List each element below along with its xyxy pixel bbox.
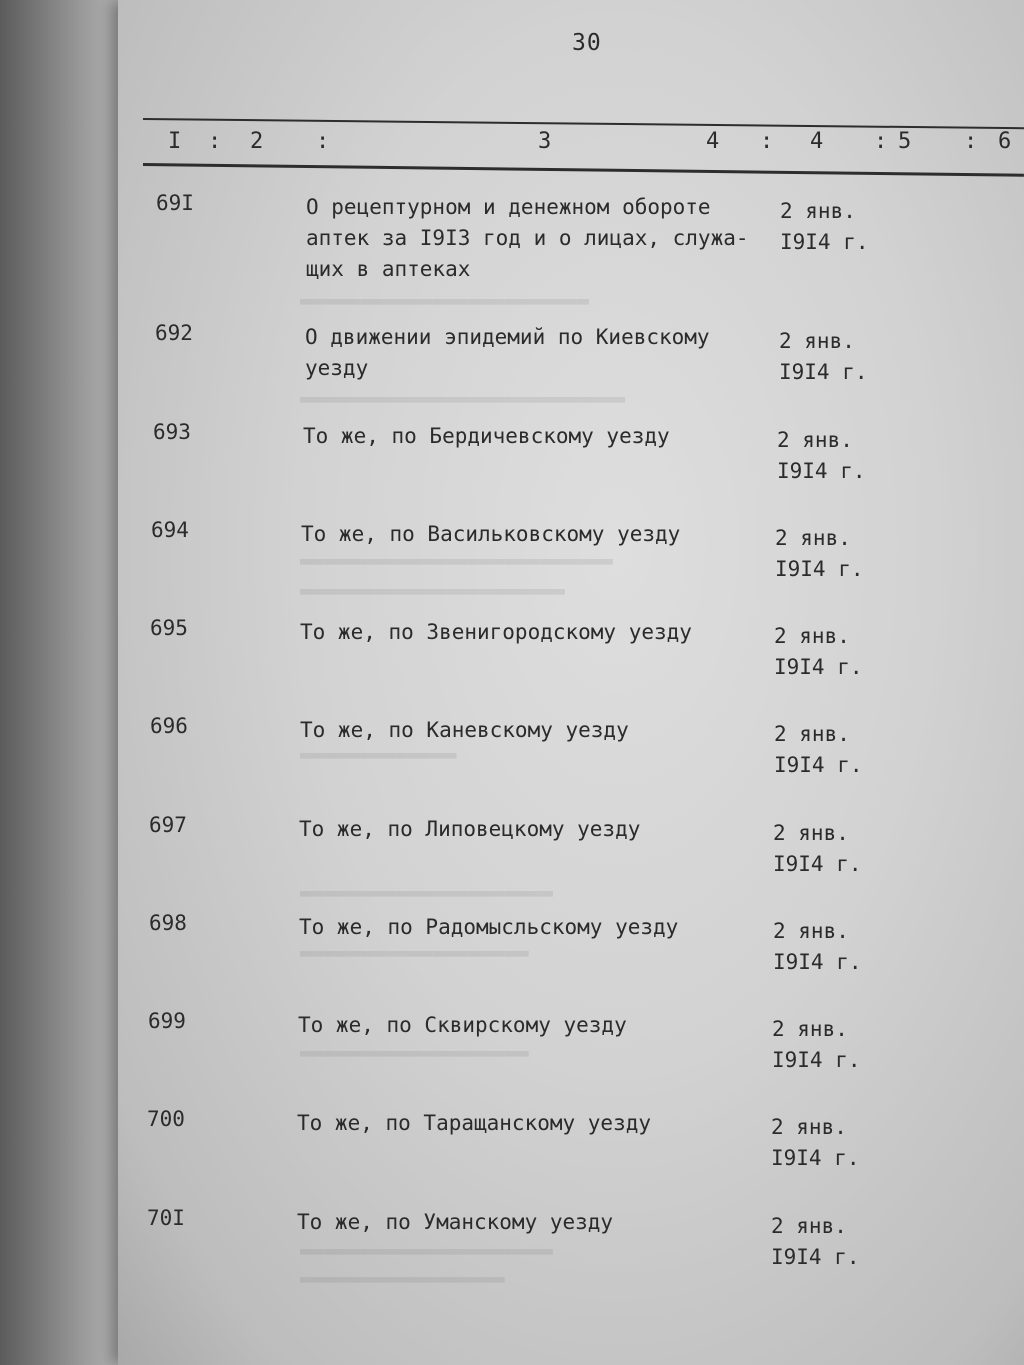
entry-description: То же, по Уманскому уезду [297, 1210, 614, 1234]
entry-date: 2 янв. I9I4 г. [773, 821, 862, 876]
entry-description: То же, по Сквирскому уезду [298, 1013, 627, 1037]
column-separator: : [760, 129, 774, 154]
column-separator: : [316, 129, 330, 154]
entry-number: 696 [150, 714, 188, 738]
entry-description: О рецептурном и денежном обороте аптек за I9I3 год и о лицах, служа- щих в аптеках [306, 195, 749, 281]
entry-number: 699 [148, 1009, 186, 1033]
entry-date: 2 янв. I9I4 г. [773, 919, 862, 974]
entry-description: То же, по Радомысльскому уезду [299, 915, 679, 939]
entry-number: 697 [149, 813, 187, 837]
bleed-through-text: ▬▬▬▬▬▬▬▬▬▬▬▬▬▬▬▬▬▬▬▬▬▬▬▬▬▬▬ [300, 386, 626, 410]
entry-number: 698 [149, 911, 187, 935]
entry-number: 70I [147, 1206, 185, 1230]
column-header-1: I [168, 129, 182, 154]
entry-description: То же, по Васильковскому уезду [301, 522, 681, 546]
column-separator: : [964, 129, 978, 154]
entry-date: 2 янв. I9I4 г. [775, 526, 864, 581]
page-number: 30 [572, 30, 602, 56]
entry-date: 2 янв. I9I4 г. [771, 1115, 860, 1170]
entry-description: То же, по Таращанскому уезду [297, 1111, 652, 1135]
column-separator: : [874, 129, 888, 154]
entry-number: 693 [153, 420, 191, 444]
column-header-4b: 4 [810, 129, 824, 154]
column-header-4a: 4 [706, 129, 720, 154]
column-header-5: 5 [898, 129, 912, 154]
entry-date: 2 янв. I9I4 г. [777, 428, 866, 483]
column-header-3: 3 [538, 129, 552, 154]
column-header-6: 6 [998, 129, 1012, 154]
bleed-through-text: ▬▬▬▬▬▬▬▬▬▬▬▬▬▬▬▬▬▬▬▬▬▬ [300, 578, 565, 602]
bleed-through-text: ▬▬▬▬▬▬▬▬▬▬▬▬▬▬▬▬▬▬▬▬▬ [300, 1238, 553, 1262]
entry-description: То же, по Липовецкому уезду [299, 817, 641, 841]
entry-description: То же, по Звенигородскому уезду [300, 620, 692, 644]
bleed-through-text: ▬▬▬▬▬▬▬▬▬▬▬▬▬▬▬▬▬▬▬▬▬ [300, 880, 553, 904]
entry-number: 695 [150, 616, 188, 640]
bleed-through-text: ▬▬▬▬▬▬▬▬▬▬▬▬▬▬▬▬▬▬▬ [300, 1040, 529, 1064]
entry-number: 694 [151, 518, 189, 542]
bleed-through-text: ▬▬▬▬▬▬▬▬▬▬▬▬▬▬▬▬▬▬▬▬▬▬▬▬ [300, 288, 589, 312]
entry-description: То же, по Бердичевскому уезду [303, 424, 670, 448]
entry-number: 69I [156, 191, 194, 215]
column-separator: : [208, 129, 222, 154]
column-header-2: 2 [250, 129, 264, 154]
entry-date: 2 янв. I9I4 г. [780, 199, 869, 254]
entry-date: 2 янв. I9I4 г. [779, 329, 868, 384]
bleed-through-text: ▬▬▬▬▬▬▬▬▬▬▬▬▬▬▬▬▬ [300, 1266, 505, 1290]
entry-description: О движении эпидемий по Киевскому уезду [305, 325, 710, 380]
entry-date: 2 янв. I9I4 г. [772, 1017, 861, 1072]
entry-number: 700 [147, 1107, 185, 1131]
bleed-through-text: ▬▬▬▬▬▬▬▬▬▬▬▬▬▬▬▬▬▬▬▬▬▬▬▬▬▬ [300, 548, 614, 572]
entry-date: 2 янв. I9I4 г. [771, 1214, 860, 1269]
entry-number: 692 [155, 321, 193, 345]
entry-date: 2 янв. I9I4 г. [774, 624, 863, 679]
bleed-through-text: ▬▬▬▬▬▬▬▬▬▬▬▬▬ [300, 742, 457, 766]
bleed-through-text: ▬▬▬▬▬▬▬▬▬▬▬▬▬▬▬▬▬▬▬ [300, 940, 529, 964]
entry-description: То же, по Каневскому уезду [300, 718, 629, 742]
entry-date: 2 янв. I9I4 г. [774, 722, 863, 777]
